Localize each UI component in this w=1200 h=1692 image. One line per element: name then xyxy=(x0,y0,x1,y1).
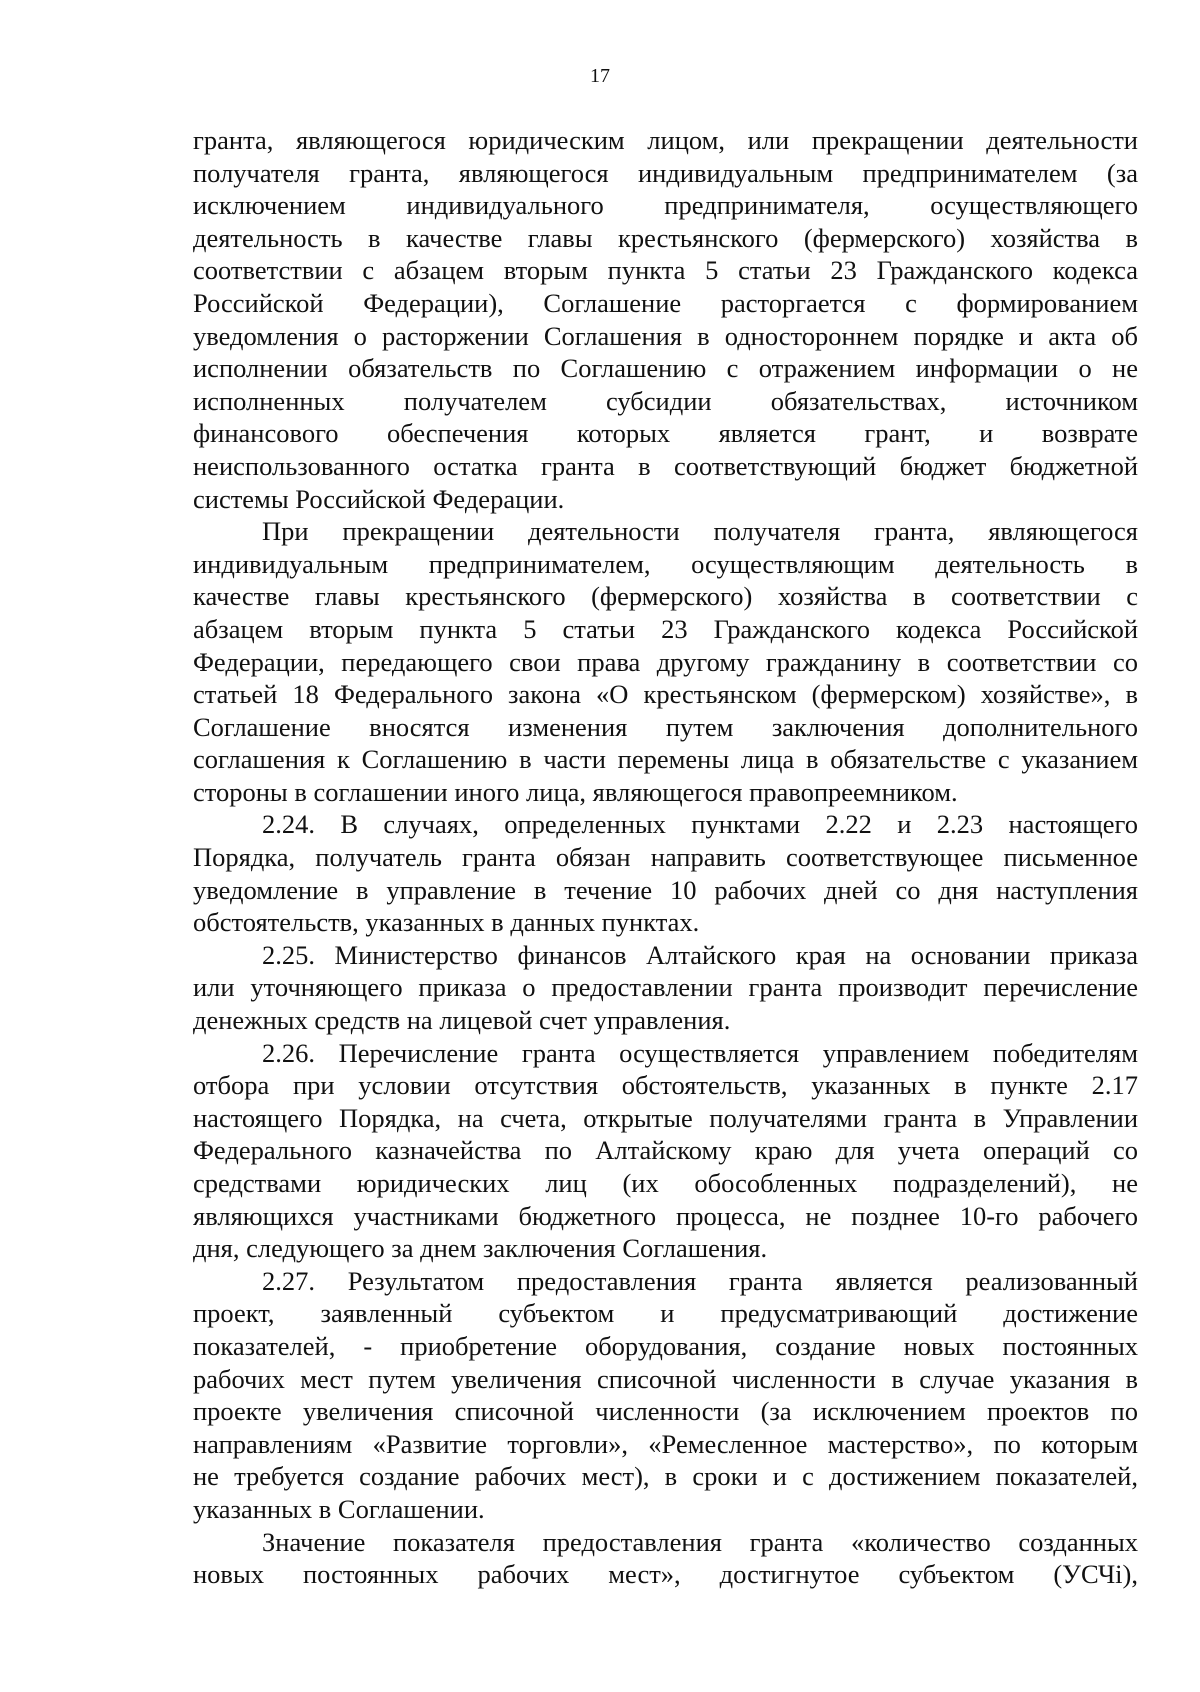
text-line: исполнении обязательств по Соглашению с отражением информации о не xyxy=(193,353,1138,384)
text-line: Федерации, передающего свои права другому гражданину в соответствии со xyxy=(193,646,1138,677)
text-line: средствами юридических лиц (их обособленных подразделений), не xyxy=(193,1168,1138,1198)
text-line: При прекращении деятельности получателя гранта, являющегося xyxy=(262,516,1138,547)
text-line: получателя гранта, являющегося индивидуальным предпринимателем (за xyxy=(193,157,1138,188)
text-line: соответствии с абзацем вторым пункта 5 статьи 23 Гражданского кодекса xyxy=(193,255,1138,286)
text-line: неиспользованного остатка гранта в соответствующий бюджет бюджетной xyxy=(193,450,1138,481)
text-line: 2.24. В случаях, определенных пунктами 2.22 и 2.23 настоящего xyxy=(262,809,1138,840)
text-line: Порядка, получатель гранта обязан направить соответствующее письменное xyxy=(193,842,1138,873)
text-line: абзацем вторым пункта 5 статьи 23 Гражданского кодекса Российской xyxy=(193,613,1138,644)
text-line: денежных средств на лицевой счет управления. xyxy=(193,1005,731,1036)
text-line: настоящего Порядка, на счета, открытые получателями гранта в Управлении xyxy=(193,1102,1138,1133)
text-line: соглашения к Соглашению в части перемены лица в обязательстве с указанием xyxy=(193,744,1138,775)
text-line: уведомление в управление в течение 10 рабочих дней со дня наступления xyxy=(193,874,1138,905)
document-body xyxy=(193,124,1138,1591)
text-line: новых постоянных рабочих мест», достигнутое субъектом (УСЧі), xyxy=(193,1559,1138,1590)
text-line: проекте увеличения списочной численности (за исключением проектов по xyxy=(193,1396,1138,1427)
text-line: не требуется создание рабочих мест), в сроки и с достижением показателей, xyxy=(193,1461,1138,1492)
text-line: дня, следующего за днем заключения Соглашения. xyxy=(193,1233,768,1264)
text-line: Значение показателя предоставления гранта «количество созданных xyxy=(262,1526,1138,1557)
text-line: стороны в соглашении иного лица, являющегося правопреемником. xyxy=(193,776,958,807)
text-line: качестве главы крестьянского (фермерского) хозяйства в соответствии с xyxy=(193,581,1138,612)
text-line: исполненных получателем субсидии обязательствах, источником xyxy=(193,385,1138,416)
text-line: Федерального казначейства по Алтайскому краю для учета операций со xyxy=(193,1135,1138,1166)
text-line: гранта, являющегося юридическим лицом, или прекращении деятельности xyxy=(193,125,1138,155)
text-line: исключением индивидуального предпринимателя, осуществляющего xyxy=(193,190,1138,221)
text-line: направлениям «Развитие торговли», «Ремесленное мастерство», по которым xyxy=(193,1428,1138,1459)
text-line: 2.25. Министерство финансов Алтайского края на основании приказа xyxy=(262,939,1138,970)
text-line: рабочих мест путем увеличения списочной численности в случае указания в xyxy=(193,1363,1138,1394)
text-line: статьей 18 Федерального закона «О крестьянском (фермерском) хозяйстве», в xyxy=(193,679,1138,710)
text-line: являющихся участниками бюджетного процесса, не позднее 10-го рабочего xyxy=(193,1200,1138,1231)
text-line: отбора при условии отсутствия обстоятельств, указанных в пункте 2.17 xyxy=(193,1070,1138,1101)
text-line: уведомления о расторжении Соглашения в одностороннем порядке и акта об xyxy=(193,320,1138,351)
text-line: обстоятельств, указанных в данных пунктах. xyxy=(193,907,700,938)
text-line: 2.27. Результатом предоставления гранта является реализованный xyxy=(262,1265,1138,1296)
text-line: проект, заявленный субъектом и предусматривающий достижение xyxy=(193,1298,1138,1329)
text-line: показателей, - приобретение оборудования, создание новых постоянных xyxy=(193,1330,1138,1361)
text-line: системы Российской Федерации. xyxy=(193,483,565,514)
text-line: Российской Федерации), Соглашение расторгается с формированием xyxy=(193,287,1138,318)
text-line: Соглашение вносятся изменения путем заключения дополнительного xyxy=(193,711,1138,742)
text-line: деятельность в качестве главы крестьянского (фермерского) хозяйства в xyxy=(193,222,1138,253)
text-line: индивидуальным предпринимателем, осуществляющим деятельность в xyxy=(193,548,1138,579)
text-line: 2.26. Перечисление гранта осуществляется управлением победителям xyxy=(262,1037,1138,1068)
text-line: или уточняющего приказа о предоставлении гранта производит перечисление xyxy=(193,972,1138,1003)
page-number: 17 xyxy=(590,65,610,87)
text-line: указанных в Соглашении. xyxy=(193,1493,485,1524)
text-line: финансового обеспечения которых является грант, и возврате xyxy=(193,418,1138,449)
